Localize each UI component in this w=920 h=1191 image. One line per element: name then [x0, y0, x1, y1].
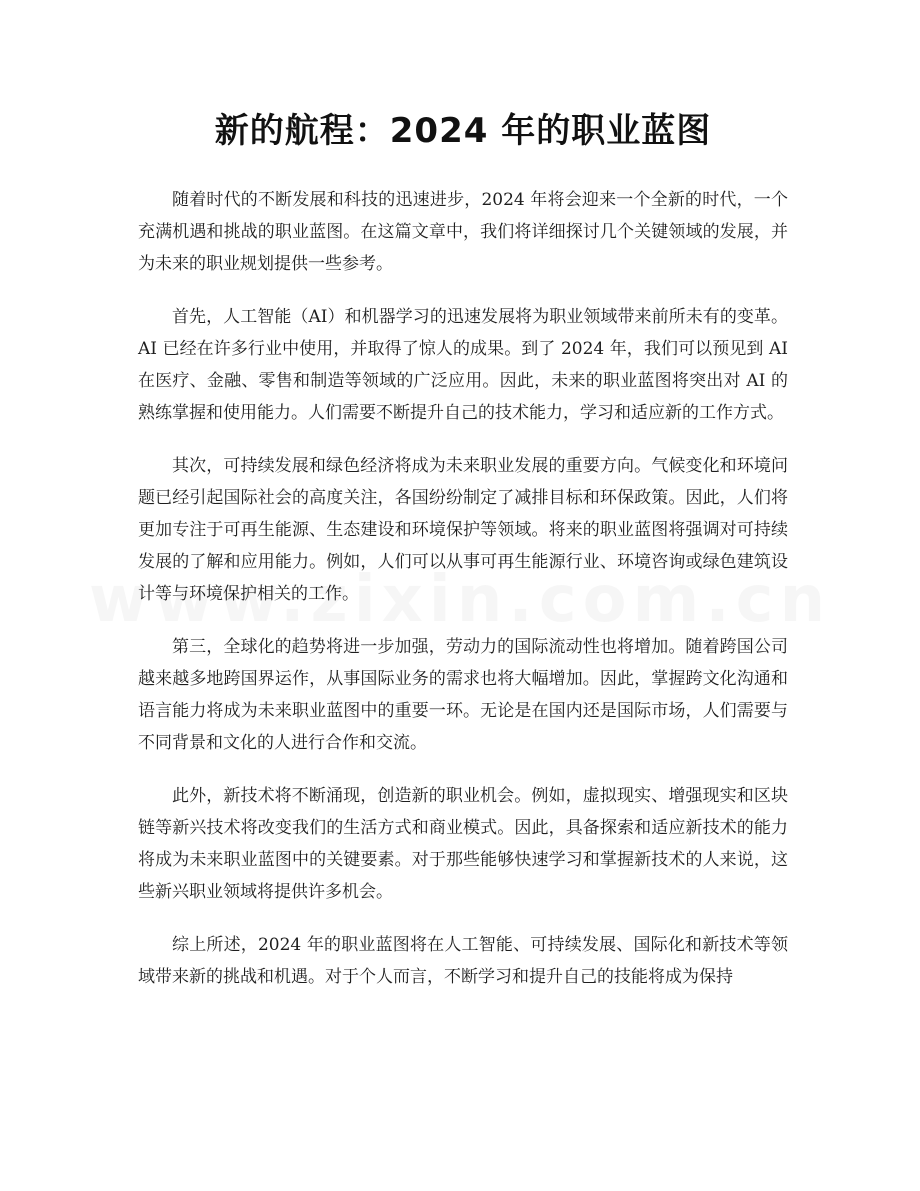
- paragraph-sustainability: 其次，可持续发展和绿色经济将成为未来职业发展的重要方向。气候变化和环境问题已经引起国际社会的高度关注，各国纷纷制定了减排目标和环保政策。因此，人们将更加专注于可再生能源、生态建设和环境保护等领域。将来的职业蓝图将强调对可持续发展的了解和应用能力。例如，人们可以从事可再生能源行业、环境咨询或绿色建筑设计等与环境保护相关的工作。: [138, 456, 788, 604]
- paragraph-ai: 首先，人工智能（AI）和机器学习的迅速发展将为职业领域带来前所未有的变革。AI 已经在许多行业中使用，并取得了惊人的成果。到了 2024 年，我们可以预见到 AI 在医疗、金融、零售和制造等领域的广泛应用。因此，未来的职业蓝图将突出对 AI 的熟练掌握和使用能力。人们需要不断提升自己的技术能力，学习和适应新的工作方式。: [138, 307, 788, 423]
- document-title: 新的航程：2024 年的职业蓝图: [214, 111, 712, 151]
- paragraph-globalization: 第三，全球化的趋势将进一步加强，劳动力的国际流动性也将增加。随着跨国公司越来越多地跨国界运作，从事国际业务的需求也将大幅增加。因此，掌握跨文化沟通和语言能力将成为未来职业蓝图中的重要一环。无论是在国内还是国际市场，人们需要与不同背景和文化的人进行合作和交流。: [138, 637, 788, 753]
- paragraph-summary: 综上所述，2024 年的职业蓝图将在人工智能、可持续发展、国际化和新技术等领域带来新的挑战和机遇。对于个人而言，不断学习和提升自己的技能将成为保持: [138, 935, 788, 987]
- paragraph-intro: 随着时代的不断发展和科技的迅速进步，2024 年将会迎来一个全新的时代，一个充满机遇和挑战的职业蓝图。在这篇文章中，我们将详细探讨几个关键领域的发展，并为未来的职业规划提供一些参考。: [138, 190, 788, 274]
- paragraph-new-technology: 此外，新技术将不断涌现，创造新的职业机会。例如，虚拟现实、增强现实和区块链等新兴技术将改变我们的生活方式和商业模式。因此，具备探索和适应新技术的能力将成为未来职业蓝图中的关键要素。对于那些能够快速学习和掌握新技术的人来说，这些新兴职业领域将提供许多机会。: [138, 786, 788, 902]
